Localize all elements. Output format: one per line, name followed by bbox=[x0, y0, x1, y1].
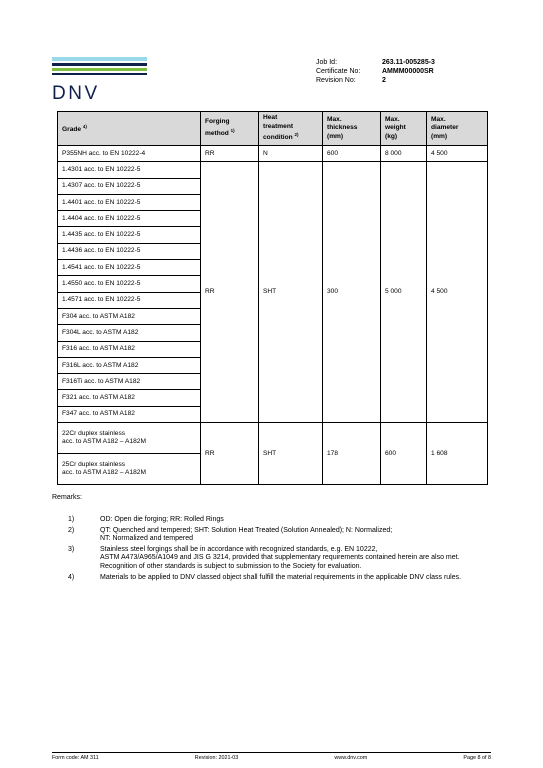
note-3: 3) Stainless steel forgings shall be in accordance with recognized standards, e.g. EN 10222, ASTM A473/A965/A1049 and JIS G 3214, provided that supplementary requirements contained herein are also met. Recognition of other standards is subject to submission to the Society for evaluation. bbox=[68, 545, 460, 570]
grade-cell: 1.4307 acc. to EN 10222-5 bbox=[58, 178, 201, 194]
thickness-cell: 178 bbox=[323, 423, 381, 485]
grade-cell: 1.4436 acc. to EN 10222-5 bbox=[58, 243, 201, 259]
logo-wordmark: DNV bbox=[52, 83, 100, 104]
remarks-notes bbox=[68, 516, 498, 584]
grade-cell: 1.4571 acc. to EN 10222-5 bbox=[58, 292, 201, 308]
header-max-diameter: Max. diameter (mm) bbox=[427, 112, 488, 146]
remarks-label: Remarks: bbox=[52, 494, 82, 501]
weight-cell: 8 000 bbox=[381, 146, 427, 162]
note-1: 1) OD: Open die forging; RR: Rolled Rings bbox=[68, 516, 224, 523]
table-header-row bbox=[58, 112, 488, 146]
grade-cell: F304 acc. to ASTM A182 bbox=[58, 308, 201, 324]
certificate-header bbox=[316, 58, 435, 85]
logo-stripe-navy bbox=[52, 63, 147, 66]
note-4: 4) Materials to be applied to DNV classed object shall fulfill the material requirements in the applicable DNV class rules. bbox=[68, 573, 462, 581]
page-footer bbox=[52, 752, 491, 761]
footer-page-number: Page 8 of 8 bbox=[463, 755, 491, 761]
thickness-cell: 300 bbox=[323, 162, 381, 423]
method-cell: RR bbox=[201, 423, 259, 485]
grade-cell: F347 acc. to ASTM A182 bbox=[58, 406, 201, 422]
grade-cell: 1.4435 acc. to EN 10222-5 bbox=[58, 227, 201, 243]
grade-cell: 22Cr duplex stainless acc. to ASTM A182 – A182M bbox=[58, 423, 201, 454]
grade-cell: 1.4401 acc. to EN 10222-5 bbox=[58, 194, 201, 210]
thickness-cell: 600 bbox=[323, 146, 381, 162]
header-forging-method: Forging method $^{1)}$ bbox=[201, 112, 259, 146]
header-grade: Grade $^{4)}$ bbox=[58, 112, 201, 146]
grade-cell: F316L acc. to ASTM A182 bbox=[58, 357, 201, 373]
footer-revision: Revision: 2021-03 bbox=[194, 755, 239, 761]
heat-cell: SHT bbox=[259, 423, 323, 485]
grade-cell: 1.4541 acc. to EN 10222-5 bbox=[58, 260, 201, 276]
grade-cell: F316Ti acc. to ASTM A182 bbox=[58, 374, 201, 390]
note-2: 2) QT: Quenched and tempered; SHT: Solution Heat Treated (Solution Annealed); N: Normalized; NT: Normalized and tempered bbox=[68, 526, 393, 543]
grade-cell: 1.4301 acc. to EN 10222-5 bbox=[58, 162, 201, 178]
footer-form-code: Form code: AM 311 bbox=[52, 755, 99, 761]
table-row bbox=[58, 162, 488, 178]
dnv-logo bbox=[52, 57, 147, 105]
heat-cell: SHT bbox=[259, 162, 323, 423]
header-certificate-no: Certificate No: AMMM00000SR bbox=[316, 68, 434, 75]
grade-cell: F321 acc. to ASTM A182 bbox=[58, 390, 201, 406]
grade-cell: 25Cr duplex stainless acc. to ASTM A182 – A182M bbox=[58, 454, 201, 485]
grade-cell: P355NH acc. to EN 10222-4 bbox=[58, 146, 201, 162]
weight-cell: 600 bbox=[381, 423, 427, 485]
grade-cell: F316 acc. to ASTM A182 bbox=[58, 341, 201, 357]
logo-stripe-light bbox=[52, 57, 147, 61]
header-max-weight: Max. weight (kg) bbox=[381, 112, 427, 146]
weight-cell: 5 000 bbox=[381, 162, 427, 423]
forgings-table bbox=[57, 111, 488, 485]
header-max-thickness: Max. thickness (mm) bbox=[323, 112, 381, 146]
logo-stripe-navy-thin bbox=[52, 73, 147, 75]
table-row bbox=[58, 423, 488, 454]
diameter-cell: 4 500 bbox=[427, 146, 488, 162]
header-revision-no: Revision No: 2 bbox=[316, 77, 386, 84]
grade-cell: 1.4550 acc. to EN 10222-5 bbox=[58, 276, 201, 292]
heat-cell: N bbox=[259, 146, 323, 162]
footer-website[interactable]: www.dnv.com bbox=[334, 755, 368, 761]
header-job-id: Job Id: 263.11-005285-3 bbox=[316, 59, 435, 66]
grade-cell: F304L acc. to ASTM A182 bbox=[58, 325, 201, 341]
method-cell: RR bbox=[201, 162, 259, 423]
diameter-cell: 1 608 bbox=[427, 423, 488, 485]
logo-stripe-green bbox=[52, 68, 147, 71]
grade-cell: 1.4404 acc. to EN 10222-5 bbox=[58, 211, 201, 227]
method-cell: RR bbox=[201, 146, 259, 162]
diameter-cell: 4 500 bbox=[427, 162, 488, 423]
table-row bbox=[58, 146, 488, 162]
header-heat-treatment: Heat treatment condition $^{2)}$ bbox=[259, 112, 323, 146]
